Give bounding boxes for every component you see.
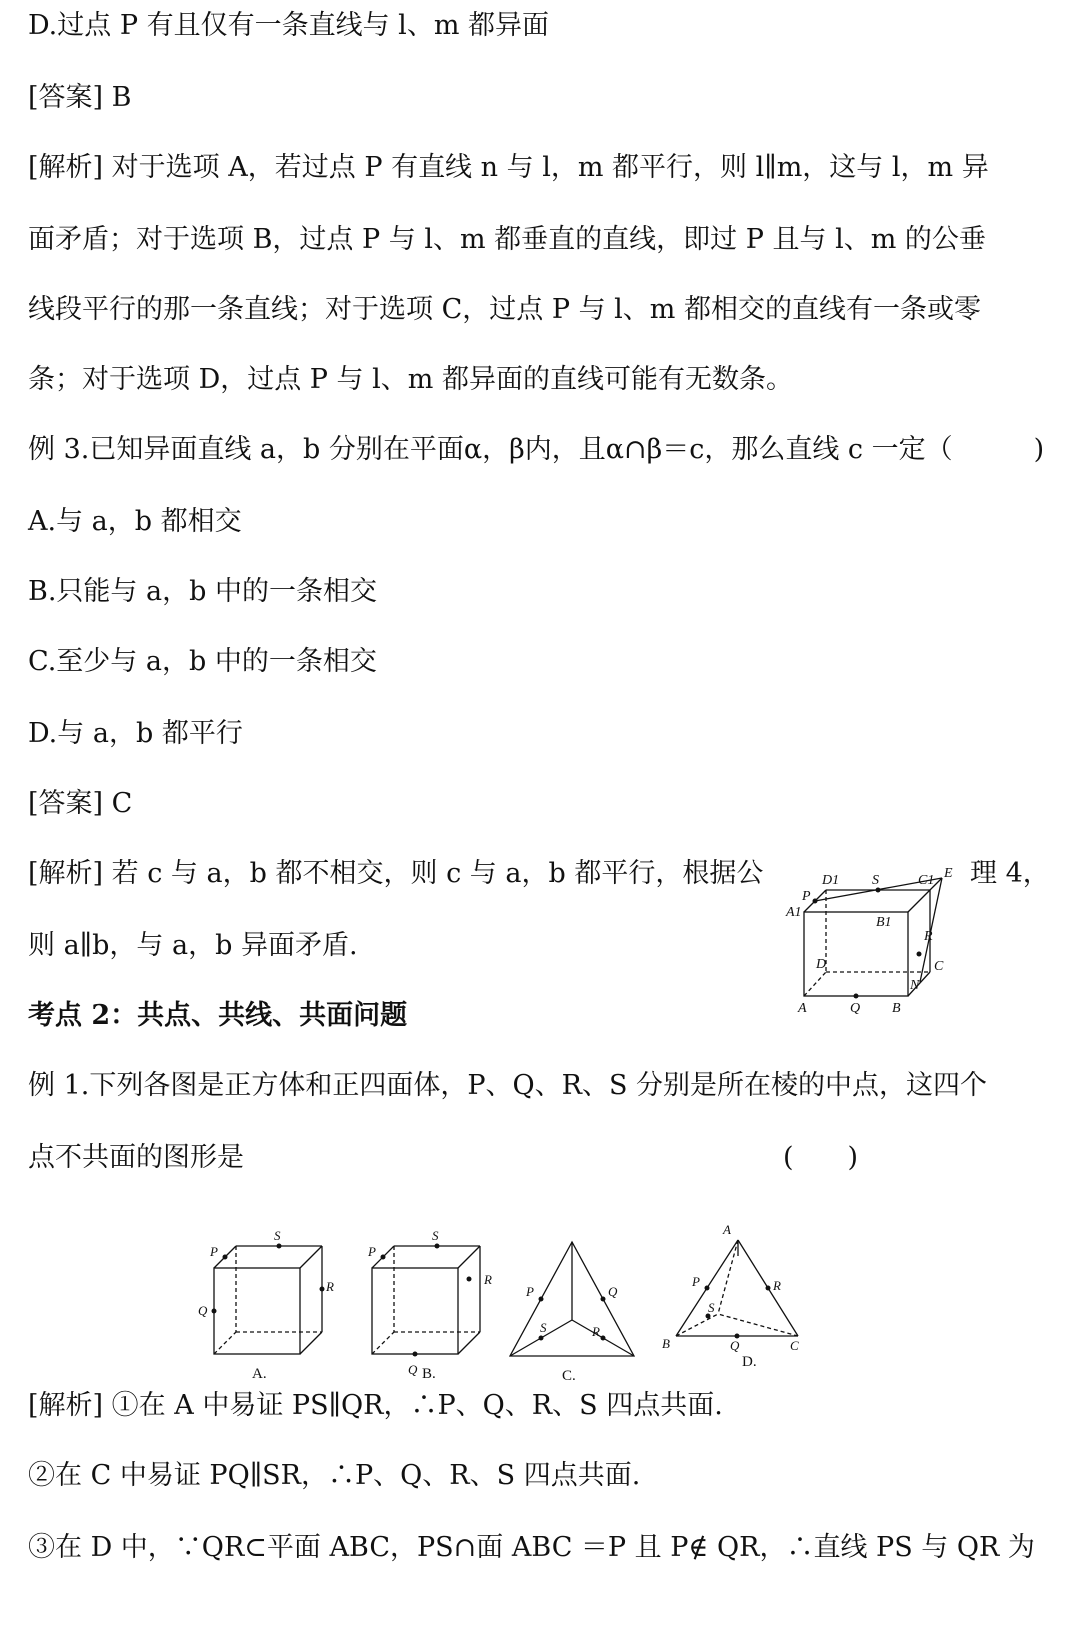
- figure-b: [372, 1246, 480, 1354]
- label-a: A: [798, 1001, 807, 1016]
- caption-d: D.: [742, 1354, 757, 1370]
- caption-b: B.: [422, 1366, 436, 1382]
- fig-b-label-q: Q: [408, 1362, 418, 1377]
- fig-d-label-r: R: [773, 1278, 781, 1293]
- fig-c-label-s: S: [540, 1320, 547, 1335]
- fig-b-label-r: R: [484, 1272, 492, 1287]
- answer-label: [答案] B: [28, 82, 132, 113]
- label-a1: A1: [786, 905, 802, 920]
- answer-blank: ( ): [783, 1142, 859, 1173]
- analysis-line: ②在 C 中易证 PQ∥SR，∴P、Q、R、S 四点共面.: [28, 1460, 641, 1491]
- analysis-line: 面矛盾；对于选项 B，过点 P 与 l、m 都垂直的直线，即过 P 且与 l、m 的公垂: [28, 224, 986, 255]
- label-s: S: [872, 873, 879, 888]
- label-e: E: [944, 866, 953, 881]
- fig-c-label-p: P: [526, 1284, 534, 1299]
- fig-d-label-a: A: [723, 1222, 731, 1237]
- analysis-line: [解析] ①在 A 中易证 PS∥QR，∴P、Q、R、S 四点共面.: [28, 1390, 723, 1421]
- caption-c: C.: [562, 1368, 576, 1384]
- four-figures: [200, 1216, 860, 1386]
- label-d: D: [816, 957, 827, 972]
- fig-c-label-r: R: [592, 1324, 600, 1339]
- fig-a-label-r: R: [326, 1279, 334, 1294]
- example-1-question: 例 1.下列各图是正方体和正四面体，P、Q、R、S 分别是所在棱的中点，这四个: [28, 1070, 988, 1101]
- option-d: D.与 a，b 都平行: [28, 718, 243, 749]
- label-n: N: [910, 978, 920, 993]
- fig-d-label-q: Q: [730, 1338, 740, 1353]
- analysis-line: 条；对于选项 D，过点 P 与 l、m 都异面的直线可能有无数条。: [28, 364, 793, 395]
- option-c: C.至少与 a，b 中的一条相交: [28, 646, 377, 677]
- section-heading: 考点 2：共点、共线、共面问题: [28, 1000, 408, 1031]
- figure-a: [214, 1246, 322, 1354]
- caption-a: A.: [252, 1366, 267, 1382]
- fig-d-label-c: C: [790, 1338, 799, 1353]
- label-b: B: [892, 1001, 901, 1016]
- fig-d-label-p: P: [692, 1274, 700, 1289]
- label-q: Q: [850, 1001, 861, 1016]
- label-r: R: [924, 929, 933, 944]
- label-d1: D1: [822, 873, 840, 888]
- fig-d-label-s: S: [708, 1300, 715, 1315]
- analysis-line: 则 a∥b，与 a，b 异面矛盾.: [28, 930, 358, 961]
- cube-figure: [786, 862, 960, 1016]
- analysis-line: ③在 D 中，∵QR⊂平面 ABC，PS∩面 ABC ＝P 且 P∉ QR，∴直线 PS 与 QR 为: [28, 1532, 1035, 1563]
- fig-b-label-s: S: [432, 1228, 439, 1243]
- answer-label: [答案] C: [28, 788, 133, 819]
- example-3-question: 例 3.已知异面直线 a，b 分别在平面α，β内，且α∩β＝c，那么直线 c 一定（ ): [28, 434, 1045, 465]
- option-b: B.只能与 a，b 中的一条相交: [28, 576, 377, 607]
- label-c: C: [934, 959, 944, 974]
- fig-a-label-p: P: [210, 1244, 218, 1259]
- analysis-line: 线段平行的那一条直线；对于选项 C，过点 P 与 l、m 都相交的直线有一条或零: [28, 294, 981, 325]
- fig-a-label-s: S: [274, 1228, 281, 1243]
- analysis-line: [解析] 对于选项 A，若过点 P 有直线 n 与 l，m 都平行，则 l∥m，这与 l，m 异: [28, 152, 989, 183]
- example-1-question: 点不共面的图形是: [28, 1142, 244, 1173]
- figure-c: [510, 1242, 634, 1356]
- option-d-text: D.过点 P 有且仅有一条直线与 l、m 都异面: [28, 10, 550, 41]
- fig-b-label-p: P: [368, 1244, 376, 1259]
- fig-a-label-q: Q: [198, 1303, 208, 1318]
- option-a: A.与 a，b 都相交: [28, 506, 242, 537]
- label-p: P: [802, 889, 811, 904]
- fig-d-label-b: B: [662, 1336, 670, 1351]
- analysis-line-tail: 理 4，: [970, 858, 1050, 889]
- analysis-line: [解析] 若 c 与 a，b 都不相交，则 c 与 a，b 都平行，根据公: [28, 858, 764, 889]
- label-c1: C1: [918, 873, 935, 888]
- label-b1: B1: [876, 915, 892, 930]
- fig-c-label-q: Q: [608, 1284, 618, 1299]
